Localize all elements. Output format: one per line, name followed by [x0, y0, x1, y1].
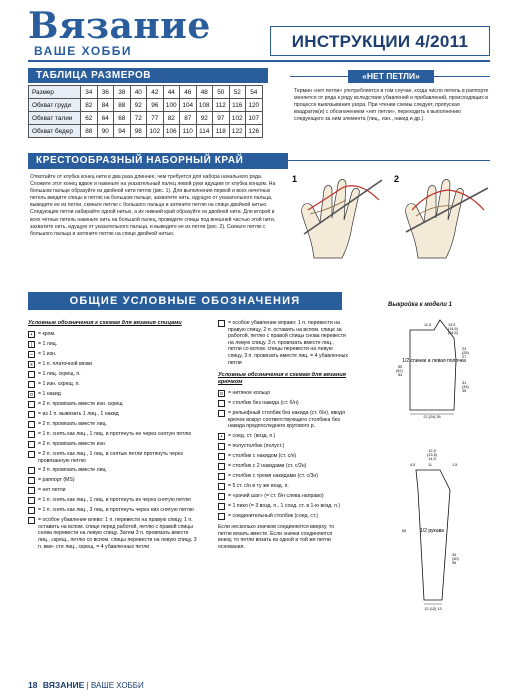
- size-table-panel: [28, 68, 278, 148]
- size-row-label: Размер: [29, 86, 81, 99]
- size-cell: 107: [246, 112, 263, 125]
- sleeve-label: 1/2 рукава: [419, 528, 445, 534]
- symbol-glyph: [218, 483, 225, 490]
- no-loop-title: «НЕТ ПЕТЛИ»: [348, 70, 434, 83]
- size-cell: 68: [114, 112, 131, 125]
- size-cell: 46: [180, 86, 197, 99]
- symbol-glyph: [28, 467, 35, 474]
- svg-text:12 (12) 13: 12 (12) 13: [424, 607, 442, 611]
- size-cell: 48: [196, 86, 213, 99]
- symbol-description: = 1 накид: [38, 391, 61, 397]
- size-cell: 87: [180, 112, 197, 125]
- symbol-glyph: [218, 463, 225, 470]
- symbol-glyph: [218, 443, 225, 450]
- issue-title: ИНСТРУКЦИИ 4/2011: [291, 32, 469, 51]
- symbol-item: [28, 487, 200, 494]
- svg-text:(33): (33): [462, 385, 469, 389]
- symbol-glyph: [218, 400, 225, 407]
- symbol-glyph: [218, 410, 225, 417]
- size-cell: 112: [213, 99, 230, 112]
- size-cell: 114: [196, 125, 213, 138]
- symbol-item: [28, 401, 200, 408]
- size-cell: 92: [196, 112, 213, 125]
- symbol-description: = столбик с тремя накидами (ст. с/3н): [228, 472, 319, 479]
- svg-text:13,5: 13,5: [448, 323, 456, 327]
- symbol-item: [28, 371, 200, 378]
- size-cell: 82: [81, 99, 98, 112]
- svg-text:(16,5): (16,5): [448, 331, 458, 335]
- svg-text:14,5: 14,5: [428, 457, 436, 461]
- size-table-row: [29, 99, 263, 112]
- size-cell: 64: [97, 112, 114, 125]
- back-label: 1/2 спинки и левая полочка: [402, 358, 466, 364]
- size-cell: 44: [163, 86, 180, 99]
- symbol-description: = соединительный столбик (соед. ст.): [228, 512, 318, 519]
- symbol-glyph: [28, 411, 35, 418]
- symbol-item: [218, 493, 348, 500]
- symbol-item: [28, 421, 200, 428]
- svg-text:(30): (30): [452, 557, 459, 561]
- size-cell: 50: [213, 86, 230, 99]
- symbol-item: [218, 400, 348, 407]
- symbol-glyph: [28, 517, 35, 524]
- symbol-item: [28, 361, 200, 368]
- symbol-item: [28, 341, 200, 348]
- svg-text:4,5: 4,5: [410, 463, 416, 467]
- size-cell: 36: [97, 86, 114, 99]
- crochet-note: Если несколько значков соединяются вверху, то петли вязать вместе. Если значки соединяются внизу, то петли вязать из одной и той же петли основания.: [218, 523, 335, 550]
- svg-text:65: 65: [402, 529, 407, 533]
- fig1-number: 1: [292, 174, 298, 184]
- symbol-glyph: [28, 497, 35, 504]
- symbol-item: [28, 497, 200, 504]
- symbol-item: [218, 483, 348, 490]
- size-cell: 92: [130, 99, 147, 112]
- symbol-glyph: [28, 401, 35, 408]
- symbol-description: = 2 п. провязать вместе лиц.: [38, 421, 107, 427]
- pattern-schematic: [388, 310, 493, 680]
- size-cell: 116: [229, 99, 246, 112]
- symbol-glyph: [28, 477, 35, 484]
- logo-subtitle: ВАШЕ ХОББИ: [34, 44, 133, 58]
- symbol-description: = 1 лиц.: [38, 341, 58, 347]
- svg-text:11,5: 11,5: [424, 323, 432, 327]
- symbol-item: [218, 433, 348, 440]
- size-cell: 122: [229, 125, 246, 138]
- symbol-description: = столбик с накидом (ст. с/н): [228, 452, 297, 459]
- symbol-item: [28, 477, 200, 484]
- symbol-description: = из 1 п. вывязать 1 лиц., 1 накид: [38, 411, 119, 417]
- size-cell: 88: [114, 99, 131, 112]
- symbol-description: = раппорт (MS): [38, 477, 75, 484]
- symbol-description: = рельефный столбик без накида (ст. б/н), вводя крючок вокруг соответствующего столбика без накида предпоследнего кругового р.: [228, 410, 345, 430]
- svg-text:27: 27: [462, 355, 467, 359]
- symbol-description: = 2 п. провязать вместе изн.: [38, 441, 107, 447]
- svg-text:(14,5): (14,5): [448, 327, 458, 331]
- symbol-description: = 1 п. снять как лиц., 3 лиц. и протянуть через них снятую петлю: [38, 507, 194, 514]
- knitting-symbols-column: [28, 320, 200, 553]
- symbol-description: = 1 п. платочной вязки: [38, 361, 93, 367]
- pattern-title: Выкройка к модели 1: [388, 302, 452, 308]
- symbol-description: = особое убавление влево: 1 п. перевести на правую спицу, 1 п. оставить на вспом. спице перед работой, петлю с правой спицы снова перевести на левую спицу. Затем 3 п. провязать вместе лиц., скрещ., петлю со вспом. спицы перевести на левую спицу, 3 п. вме- сте лиц., скрещ. = 4 убавленных петли: [38, 517, 197, 550]
- svg-text:54: 54: [398, 373, 403, 377]
- symbol-description: = 2 п. провязать вместе изн. скрещ: [38, 401, 123, 407]
- symbol-glyph: [28, 451, 35, 458]
- symbol-description: = «рачий шаг» (= ст. б/н слева направо): [228, 492, 324, 499]
- svg-text:34: 34: [452, 553, 457, 557]
- symbol-item: [218, 410, 348, 430]
- size-cell: 110: [180, 125, 197, 138]
- logo-title: Вязание: [28, 5, 211, 47]
- symbol-item: [28, 451, 200, 464]
- size-row-label: Обхват талии: [29, 112, 81, 125]
- size-cell: 94: [114, 125, 131, 138]
- symbol-description: = соед. ст. (возд. п.): [228, 432, 276, 439]
- symbol-glyph: [28, 441, 35, 448]
- issue-title-box: [270, 26, 490, 56]
- symbol-description: = столбик без накида (ст. б/н): [228, 400, 299, 407]
- size-cell: 40: [130, 86, 147, 99]
- size-cell: 126: [246, 125, 263, 138]
- size-cell: 38: [114, 86, 131, 99]
- symbol-glyph: [218, 503, 225, 510]
- size-cell: 42: [147, 86, 164, 99]
- symbol-description: = 1 пико (= 3 возд. п., 1 соед. ст. в 1-ю возд. п.): [228, 502, 341, 509]
- no-loop-box: [290, 70, 490, 148]
- size-cell: 108: [196, 99, 213, 112]
- symbol-glyph: [28, 507, 35, 514]
- symbol-description: = 1 изн. скрещ. п.: [38, 381, 80, 387]
- magazine-logo: [28, 5, 211, 62]
- symbol-description: = 1 п. снять как лиц., 1 лиц. и протянуть их через снятую петлю: [38, 497, 191, 504]
- back-schematic: [396, 320, 469, 419]
- svg-text:50: 50: [398, 365, 403, 369]
- symbol-description: = 1 изн.: [38, 351, 57, 357]
- symbol-glyph: [28, 381, 35, 388]
- cross-cast-title: КРЕСТООБРАЗНЫЙ НАБОРНЫЙ КРАЙ: [28, 153, 288, 169]
- symbol-glyph: •: [218, 433, 225, 440]
- symbol-glyph: [218, 473, 225, 480]
- size-cell: 54: [246, 86, 263, 99]
- page-number: 18: [28, 680, 38, 690]
- svg-text:23: 23: [462, 347, 467, 351]
- symbol-description: = 3 п. провязать вместе лиц.: [38, 467, 107, 474]
- size-cell: 88: [81, 125, 98, 138]
- cast-on-illustration: [284, 170, 490, 260]
- size-cell: 104: [180, 99, 197, 112]
- fig2-number: 2: [394, 174, 400, 184]
- symbol-item: [218, 390, 348, 397]
- symbol-item: [28, 411, 200, 418]
- symbol-glyph: o: [28, 391, 35, 398]
- svg-text:31: 31: [462, 381, 467, 385]
- symbol-item: [218, 443, 348, 450]
- size-cell: 97: [213, 112, 230, 125]
- symbol-glyph: •: [28, 331, 35, 338]
- symbol-description: = 1 лиц. скрещ. п.: [38, 371, 81, 377]
- footer-hobby: ВАШЕ ХОББИ: [90, 681, 144, 690]
- header-divider: [28, 60, 490, 62]
- size-cell: 90: [97, 125, 114, 138]
- symbol-item: [28, 507, 200, 514]
- svg-text:(52): (52): [396, 369, 403, 373]
- symbol-description: = нет петли: [38, 487, 66, 494]
- size-cell: 102: [147, 125, 164, 138]
- symbol-item: [218, 473, 348, 480]
- size-cell: 82: [163, 112, 180, 125]
- symbol-item: [218, 463, 348, 470]
- symbol-glyph: x: [28, 361, 35, 368]
- symbol-glyph: [28, 371, 35, 378]
- symbol-glyph: [28, 421, 35, 428]
- symbol-description: = особое убавление вправо: 1 п. перевести на правую спицу, 2 п. оставить на вспом. спице за работой, петлю с правой спицы снова перевести на левую спицу. 3 п. провязать вместе лиц., петли со вспом. спицы перевести на левую спицу, 3 п. провязать вместе лиц. = 4 убавленных петли: [228, 320, 348, 366]
- symbol-glyph: [218, 493, 225, 500]
- size-row-label: Обхват бедер: [29, 125, 81, 138]
- size-table-row: [29, 86, 263, 99]
- size-table-row: [29, 112, 263, 125]
- symbol-glyph: [218, 513, 225, 520]
- size-cell: 62: [81, 112, 98, 125]
- symbol-description: = кром.: [38, 331, 56, 337]
- svg-text:35: 35: [462, 389, 467, 393]
- symbol-glyph: [28, 487, 35, 494]
- hand-figure-1: [292, 174, 382, 258]
- symbol-glyph: –: [28, 351, 35, 358]
- symbol-description: = 1 п. снять как лиц., 1 лиц. и протянуть ее через снятую петлю: [38, 431, 192, 437]
- symbol-description: = полустолбик (полуст.): [228, 442, 285, 449]
- general-symbols-title: ОБЩИЕ УСЛОВНЫЕ ОБОЗНАЧЕНИЯ: [28, 292, 342, 310]
- size-cell: 106: [163, 125, 180, 138]
- crochet-symbols-column: [218, 320, 348, 550]
- cross-cast-text: Отмотайте от клубка конец нити в два раза длиннее, чем требуется для набора начального ряда. Сложите этот конец вдвое и накиньте на указательный палец левой руки идущим от клубка концом. На большом пальце образуйте из двойной нити петлю (рис. 1). Для выполнения первой и всех нечетных петель введите спицы в петлю на большом пальце, захватите нить, идущую от указательного пальца, выведите ее из петли, скиньте петлю с большого пальца и затяните петлю на спице двойной нитью. Следующие петли набирайте одной нитью, а их нижний край образуйте из двойной нити. Для второй и всех четных петель накиньте нить на большой палец, проведите спицы под внешней частью этой нити, захватите нить, идущую от указательного пальца, и выведите ее из петли (рис. 2). Скиньте петлю с большого пальца и затяните петлю на спице двойной нитью.: [30, 174, 276, 237]
- symbol-item: [28, 351, 200, 358]
- symbol-item: [28, 331, 200, 338]
- svg-text:12,5: 12,5: [428, 449, 436, 453]
- size-cell: 118: [213, 125, 230, 138]
- size-cell: 100: [163, 99, 180, 112]
- symbol-item: [28, 441, 200, 448]
- symbol-item: [218, 453, 348, 460]
- symbol-item: [218, 513, 348, 520]
- size-table: [28, 85, 263, 138]
- svg-text:36: 36: [452, 561, 457, 565]
- no-loop-text: Термин «нет петли» употребляется в том случае, когда число петель в раппорте меняется от ряда к ряду вследствие убавлений и прибавлений, происходящих в процессе вывязывания узора. При чтении схемы следует, пропуская квадратик(и) с обозначением «нет петли», переходить к выполнению следующего за ним элемента (лиц., изн., накид и др.).: [294, 88, 489, 122]
- size-cell: 102: [229, 112, 246, 125]
- size-cell: 52: [229, 86, 246, 99]
- symbol-description: = нитяное кольцо: [228, 390, 271, 397]
- symbol-item: [28, 391, 200, 398]
- symbol-item: [28, 467, 200, 474]
- symbol-item: [218, 503, 348, 510]
- symbol-glyph: [218, 320, 225, 327]
- symbol-description: = 2 п. снять как лиц., 1 лиц. и снятые петли протянуть через провязанную петлю: [38, 451, 184, 464]
- size-cell: 96: [147, 99, 164, 112]
- footer-separator: |: [86, 681, 91, 690]
- footer-brand: ВЯЗАНИЕ: [42, 680, 85, 690]
- symbol-glyph: o: [218, 390, 225, 397]
- symbol-item: [28, 431, 200, 438]
- symbol-description: = 5 ст. с/н в ту же возд. п.: [228, 482, 289, 489]
- size-cell: 34: [81, 86, 98, 99]
- size-table-title: ТАБЛИЦА РАЗМЕРОВ: [28, 68, 268, 83]
- svg-text:(13,5): (13,5): [427, 453, 437, 457]
- crochet-symbols-title: Условные обозначения к схемам для вязания крючком: [218, 372, 346, 386]
- size-cell: 98: [130, 125, 147, 138]
- symbol-glyph: [28, 431, 35, 438]
- page-footer: [28, 680, 144, 690]
- size-cell: 84: [97, 99, 114, 112]
- symbol-item: [28, 381, 200, 388]
- size-cell: 72: [130, 112, 147, 125]
- symbol-description: = столбик с 2 накидами (ст. с/2н): [228, 462, 307, 469]
- svg-text:(25): (25): [462, 351, 469, 355]
- svg-text:1,5: 1,5: [452, 463, 458, 467]
- size-cell: 77: [147, 112, 164, 125]
- size-table-row: [29, 125, 263, 138]
- symbol-item: [218, 320, 348, 366]
- symbol-glyph: [218, 453, 225, 460]
- size-row-label: Обхват груди: [29, 99, 81, 112]
- svg-text:11: 11: [428, 463, 432, 467]
- svg-text:22 (24) 26: 22 (24) 26: [423, 415, 441, 419]
- size-cell: 120: [246, 99, 263, 112]
- sleeve-schematic: [402, 449, 459, 611]
- symbol-item: [28, 517, 200, 550]
- knitting-symbols-title: Условные обозначения к схемам для вязания спицами: [28, 320, 182, 326]
- symbol-glyph: |: [28, 341, 35, 348]
- hand-figure-2: [394, 174, 488, 258]
